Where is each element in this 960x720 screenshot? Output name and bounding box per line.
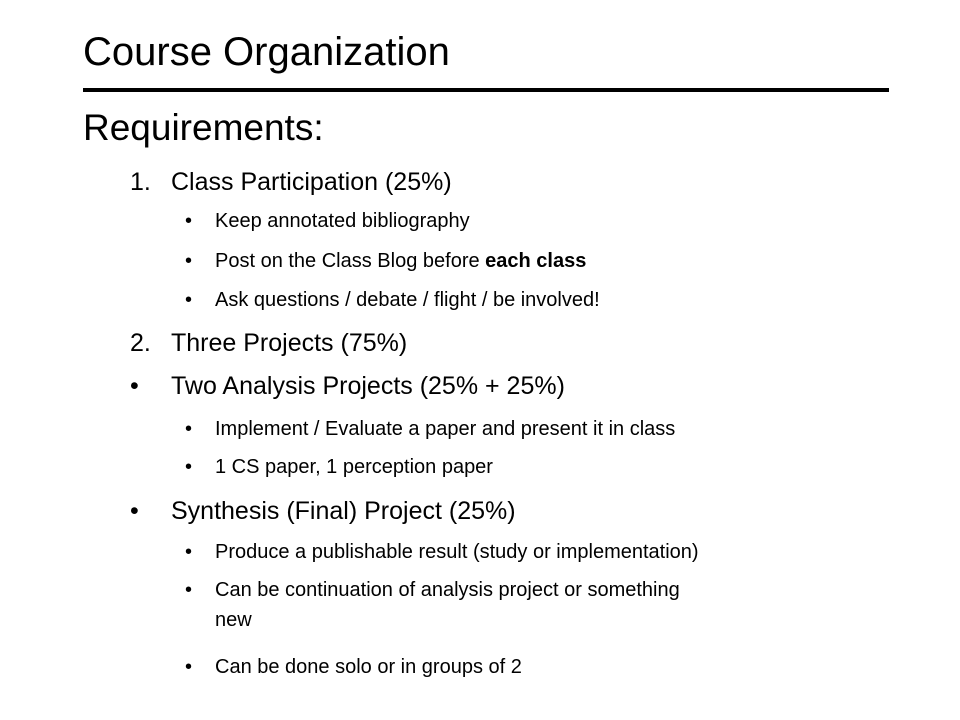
item-text: Can be done solo or in groups of 2 — [215, 656, 522, 678]
bullet-marker: • — [130, 497, 139, 525]
bullet-marker: • — [185, 210, 193, 232]
item-text: Keep annotated bibliography — [215, 210, 470, 232]
item-text: Three Projects (75%) — [171, 329, 408, 357]
item-text-plain: Post on the Class Blog before — [215, 250, 486, 272]
bullet-marker: • — [185, 541, 193, 563]
number-marker: 2. — [130, 329, 151, 357]
item-text: Two Analysis Projects (25% + 25%) — [171, 372, 565, 400]
item-text: 1 CS paper, 1 perception paper — [215, 456, 493, 478]
bullet-marker: • — [185, 456, 193, 478]
item-text — [215, 248, 586, 274]
bullet-marker: • — [185, 289, 193, 311]
bullet-marker: • — [130, 372, 139, 400]
bullet-marker: • — [185, 418, 193, 440]
item-text: Can be continuation of analysis project or something — [215, 579, 680, 601]
item-text: Class Participation (25%) — [171, 168, 452, 196]
number-marker: 1. — [130, 168, 151, 196]
bullet-marker: • — [185, 579, 193, 601]
item-text: Produce a publishable result (study or implementation) — [215, 541, 699, 563]
item-text-continued: new — [215, 609, 252, 631]
item-text-bold: each class — [485, 250, 587, 272]
item-text: Ask questions / debate / flight / be involved! — [215, 289, 600, 311]
item-text: Synthesis (Final) Project (25%) — [171, 497, 516, 525]
title-underline — [83, 88, 889, 92]
bullet-marker: • — [185, 250, 193, 272]
slide-title: Course Organization — [83, 30, 450, 74]
section-heading: Requirements: — [83, 107, 324, 148]
item-text: Implement / Evaluate a paper and present it in class — [215, 418, 676, 440]
bullet-marker: • — [185, 656, 193, 678]
